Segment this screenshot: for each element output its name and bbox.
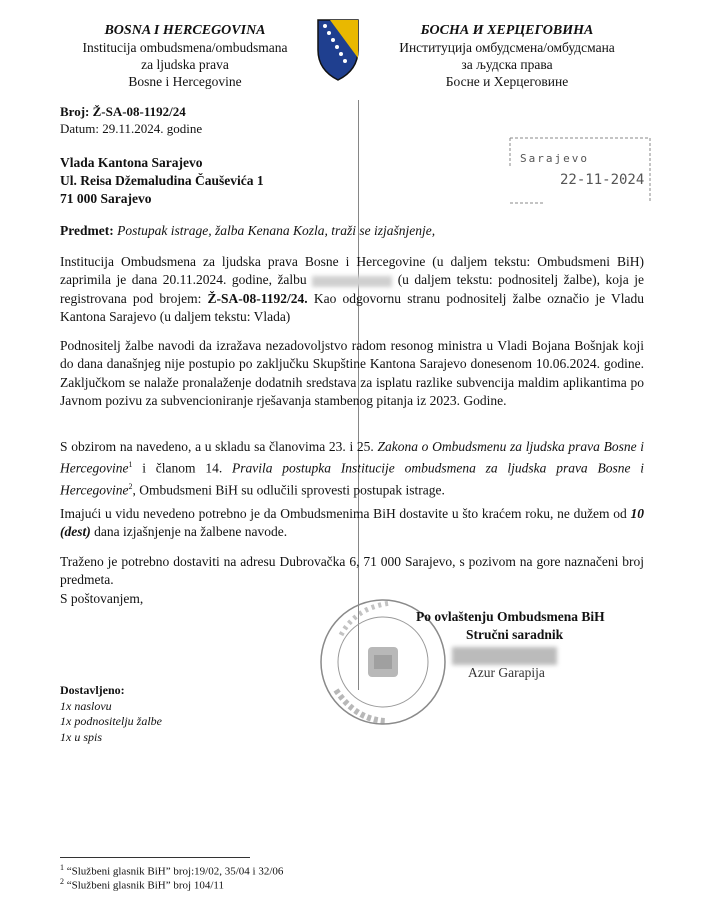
redacted-signature: [452, 647, 557, 665]
p3-law-2: Pravila postupka Institucije ombudsmena za ljudska prava Bosne i Hercegovine: [60, 460, 645, 498]
distribution-item: 1x podnositelju žalbe: [60, 714, 162, 728]
signature-name: Azur Garapija: [468, 665, 545, 680]
p1-part-a: Institucija Ombudsmena za ljudska prava Bosne i Hercegovine (u daljem tekstu: Ombudsmeni BiH) zaprimila je dana 20.11.2024. godine, žalbu: [60, 254, 644, 288]
signature-line2: Stručni saradnik: [466, 627, 564, 642]
paragraph-4: [60, 505, 644, 542]
p3-footnote-1: 1: [128, 460, 133, 470]
p3-part-b: i članom 14.: [142, 460, 223, 476]
header-right-line3: за људска права: [461, 57, 553, 72]
header-left-line3: za ljudska prava: [141, 57, 229, 72]
subject-line: [60, 222, 644, 240]
p1-part-c: Kao odgovornu stranu podnositelj žalbe označio je Vladu Kantona Sarajevo (u daljem tekstu: Vlada): [60, 290, 645, 325]
p3-footnote-2: 2: [128, 482, 133, 492]
paragraph-2: Podnositelj žalbe navodi da izražava nezadovoljstvo radom resonog ministra u Vladi Bojana Bošnjak koji do dana današnjeg nije postupio po zaključku Skupštine Kantona Sarajevo donesenom 10.06.2024. godine. Zaključkom se nalaže pronalaženje dodatnih sredstava za isplatu razlike subvencija maldim aplikantima po Javnom pozivu za subvencioniranje rješavanja stambenog pitanja iz 2023. Godine.: [60, 338, 644, 409]
document-number: [60, 104, 186, 119]
header-left-title: BOSNA I HERCEGOVINA: [104, 23, 266, 38]
subject-text: Postupak istrage, žalba Kenana Kozla, traži se izjašnjenje,: [117, 223, 436, 238]
p4-part-a: Imajući u vidu nevedeno potrebno je da Ombudsmenima BiH dostavite u što kraćem roku, ne dužem od: [60, 506, 627, 521]
header-right-title: БОСНА И ХЕРЦЕГОВИНА: [420, 23, 594, 38]
received-stamp: [505, 128, 655, 208]
footnote-2: [60, 875, 224, 893]
recipient-block: [60, 154, 264, 208]
recipient-line2: Ul. Reisa Džemaludina Čauševića 1: [60, 173, 264, 188]
header-right-line2: Институција омбудсмена/омбудсмана: [399, 40, 615, 55]
document-date: [60, 121, 202, 136]
footnote-2-text: “Službeni glasnik BiH” broj 104/11: [66, 879, 224, 892]
p1-part-b: (u daljem tekstu: podnositelj žalbe), koja je registrovana pod brojem:: [60, 272, 644, 306]
p3-part-a: S obzirom na navedeno, a u skladu sa članovima 23. i 25.: [60, 439, 374, 454]
paragraph-1: [60, 253, 644, 327]
header-left-line2: Institucija ombudsmena/ombudsmana: [82, 40, 288, 55]
header-left-line4: Bosne i Hercegovine: [128, 74, 242, 89]
paragraph-3: [60, 438, 644, 500]
received-stamp-city: Sarajevo: [520, 152, 589, 165]
distribution-label: Dostavljeno:: [60, 683, 125, 697]
footnote-divider: [60, 857, 250, 858]
p3-part-c: , Ombudsmeni BiH su odlučili sprovesti postupak istrage.: [132, 482, 445, 498]
footnote-1-number: 1: [60, 863, 64, 872]
distribution-item: 1x u spis: [60, 729, 102, 744]
redacted-name: [312, 276, 392, 287]
p1-case-number: Ž-SA-08-1192/24.: [207, 290, 308, 306]
p4-days: 10 (dest): [60, 506, 645, 540]
recipient-line1: Vlada Kantona Sarajevo: [60, 155, 203, 170]
coat-of-arms-icon: [316, 18, 360, 82]
closing: S poštovanjem,: [60, 591, 144, 606]
broj-text: Broj: Ž-SA-08-1192/24: [60, 104, 186, 119]
header-right-line4: Босне и Херцеговине: [445, 74, 569, 89]
recipient-line3: 71 000 Sarajevo: [60, 191, 152, 206]
datum-text: Datum: 29.11.2024. godine: [60, 121, 203, 136]
signature-line1: Po ovlaštenju Ombudsmena BiH: [416, 609, 605, 624]
footnote-1-text: “Službeni glasnik BiH” broj:19/02, 35/04 i 32/06: [66, 865, 284, 878]
p3-law-1: Zakona o Ombudsmenu za ljudska prava Bosne i Hercegovine: [60, 439, 645, 476]
header-left: [60, 22, 310, 90]
distribution-item: 1x naslovu: [60, 698, 112, 713]
distribution-list: [60, 683, 162, 745]
footnote-2-number: 2: [60, 877, 64, 886]
p4-part-b: dana izjašnjenje na žalbene navode.: [94, 524, 288, 540]
header-right: [372, 22, 642, 90]
paragraph-5: Traženo je potrebno dostaviti na adresu Dubrovačka 6, 71 000 Sarajevo, s pozivom na gore naznačeni broj predmeta.: [60, 554, 644, 588]
received-stamp-date: 22-11-2024: [560, 172, 645, 188]
subject-label: Predmet:: [60, 223, 114, 238]
